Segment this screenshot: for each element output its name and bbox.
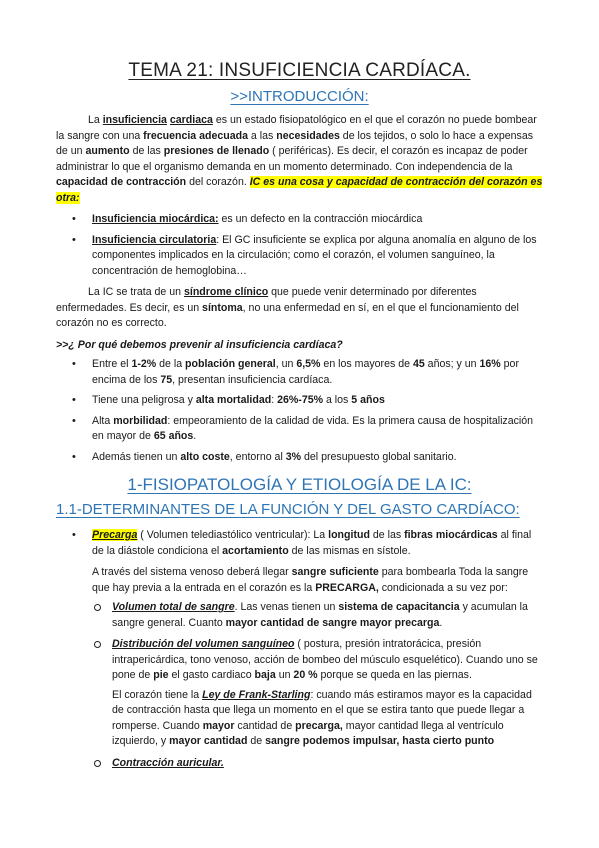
text-run: Insuficiencia miocárdica: [92,213,219,225]
text-run: 75 [160,373,173,386]
text-run: 1.1-DETERMINANTES DE LA FUNCIÓN Y DEL GASTO CARDÍACO: [56,501,520,518]
text-run: frecuencia adecuada [143,129,248,142]
text-run: , no una enfermedad en sí, en el que el funcionamiento del corazón no es correcto. [56,301,519,329]
text-run: Contracción auricular. [112,756,224,769]
text-run: capacidad de contracción [56,176,187,188]
section-1-heading [56,475,543,495]
text-run: fibras miocárdicas [404,529,498,541]
frank-starling-paragraph [112,688,543,750]
text-run: Además tienen un [92,450,181,463]
text-run: al final de la diástole condiciona el [92,529,532,557]
text-run: un [275,669,294,681]
syndrome-paragraph [56,285,543,332]
text-run: el gasto cardiaco [168,669,255,681]
text-run: El corazón tiene la [112,688,203,701]
section-1-1-heading [56,501,543,518]
text-run: y acumulan la sangre general. Cuanto [112,601,528,629]
text-run: , un [275,358,297,370]
determinants-list [56,528,543,771]
text-run: porque se queda en las piernas. [317,669,472,681]
text-run: acortamiento [222,544,289,557]
text-run: La IC se trata de un [88,286,184,298]
text-run: Insuficiencia circulatoria [92,233,217,246]
text-run: . [439,616,443,629]
text-run: TEMA 21: INSUFICIENCIA CARDÍACA. [128,60,471,81]
text-run: sangre podemos impulsar, hasta cierto punto [265,735,495,747]
text-run: por encima de los [92,358,519,386]
text-run: 1-2% [131,358,157,370]
text-run: años; y un [424,358,480,370]
text-run: necesidades [276,129,340,142]
text-run: aumento [85,145,130,157]
text-run: longitud [328,529,370,541]
text-run: Entre el [92,358,132,370]
text-run: 6,5% [296,358,321,370]
text-run: 5 años [351,394,385,406]
text-run: Volumen total de sangre [112,601,235,613]
intro-heading [56,88,543,105]
text-run: 65 años [153,430,194,442]
text-run: Tiene una peligrosa y [92,394,196,406]
text-run: sangre suficiente [291,566,379,578]
venous-paragraph [92,565,543,596]
list-item [92,450,543,466]
document-title [56,60,543,82]
text-run: insuficiencia [102,114,167,126]
text-run: mayor cantidad de sangre mayor precarga [225,616,440,629]
list-item [92,393,543,409]
text-run: baja [254,669,276,681]
text-run: A través del sistema venoso deberá llegar [92,566,292,578]
list-item [92,212,543,228]
text-run: ( postura, presión intratorácica, presión intrapericárdica, tono venoso, acción de bombeo del músculo esquelético). Cuando uno se pone de [112,638,538,681]
list-item [92,414,543,445]
text-run: es un defecto en la contracción miocárdica [218,213,423,225]
text-run: de [247,735,266,747]
intro-paragraph [56,113,543,206]
text-run: . [193,430,197,442]
text-run: del presupuesto global sanitario. [301,450,457,463]
text-run: mayor [202,719,235,732]
text-run: pie [153,669,169,681]
reasons-list [56,357,543,465]
text-run: : cuando más estiramos mayor es la capacidad de contracción hasta que llega un momento en el que se estira tanto que puede llegar a romperse. Cuando [112,688,532,732]
text-run: síntoma [202,301,243,314]
text-run: precarga, [295,719,343,732]
text-run: Distribución del volumen sanguíneo [112,638,295,650]
text-run: condicionada a su vez por: [378,581,508,594]
text-run: 3% [285,450,302,463]
list-item [112,600,543,631]
text-run: : [271,394,278,406]
list-item [92,528,543,771]
text-run: 1-FISIOPATOLOGÍA Y ETIOLOGÍA DE LA IC: [127,475,472,494]
text-run: 45 [412,358,425,370]
text-run: de la [156,358,186,370]
text-run: de las mismas en sístole. [288,544,411,557]
text-run: : El GC insuficiente se explica por alguna anomalía en alguno de los componentes implicados en la circulación; como el corazón, el volumen sanguíneo, la concentración de hemoglobina… [92,233,537,277]
text-run: La [88,114,103,126]
text-run: en los mayores de [320,358,413,370]
text-run: morbilidad [113,414,168,427]
text-run: es un estado fisiopatológico en el que el corazón no puede bombear la sangre con una [56,114,537,142]
list-item [112,756,543,772]
highlighted-text: IC es una cosa y capacidad de contracción del corazón es otra: [56,176,543,204]
precarga-factors-list [92,600,543,771]
precarga-paragraph [92,528,543,559]
text-run: 26%-75% [277,394,324,406]
list-item [92,357,543,388]
list-item [92,233,543,280]
text-run: síndrome clínico [184,286,269,298]
text-run: presiones de llenado [163,145,270,157]
text-run: de las [369,529,405,541]
text-run: 20 % [293,669,318,681]
text-run: . Las venas tienen un [234,601,339,613]
text-run: : empeoramiento de la calidad de vida. Es la primera causa de hospitalización en mayor de [92,414,534,442]
text-run: alta mortalidad [195,394,272,406]
text-run: a las [247,129,277,142]
text-run: alto coste [180,450,230,463]
highlighted-text: Precarga [92,529,138,541]
text-run: PRECARGA, [315,581,379,594]
text-run: , presentan insuficiencia cardíaca. [172,373,333,386]
text-run: mayor cantidad llega al ventrículo izquierdo, y [112,719,504,747]
text-run: a los [323,394,352,406]
text-run: que puede venir determinado por diferentes enfermedades. Es decir, es un [56,286,477,314]
text-run: mayor cantidad [169,735,248,747]
text-run: cantidad de [234,719,296,732]
question-heading: >>¿ Por qué debemos prevenir al insuficiencia cardíaca? [56,338,343,351]
text-run: ( Volumen telediastólico ventricular): La [137,529,329,541]
text-run: sistema de capacitancia [338,601,460,613]
text-run: ( periféricas). Es decir, el corazón es incapaz de poder administrar lo que el organismo demanda en un momento determinado. Con independencia de la [56,145,528,173]
text-run: para bombearla Toda la sangre que hay previa a la entrada en el corazón es la [92,566,529,594]
list-item [112,637,543,750]
text-run: >>INTRODUCCIÓN: [230,88,369,105]
text-run: de los tejidos, o solo lo hace a expensas de un [56,129,534,157]
text-run: del corazón. [186,176,250,188]
text-run: población general [185,358,276,370]
text-run: cardiaca [169,114,213,126]
text-run: de las [129,145,164,157]
text-run: Ley de Frank-Starling [202,688,311,701]
text-run: Alta [92,414,114,427]
text-run: , entorno al [229,450,286,463]
text-run: 16% [479,358,501,370]
ic-types-list [56,212,543,279]
